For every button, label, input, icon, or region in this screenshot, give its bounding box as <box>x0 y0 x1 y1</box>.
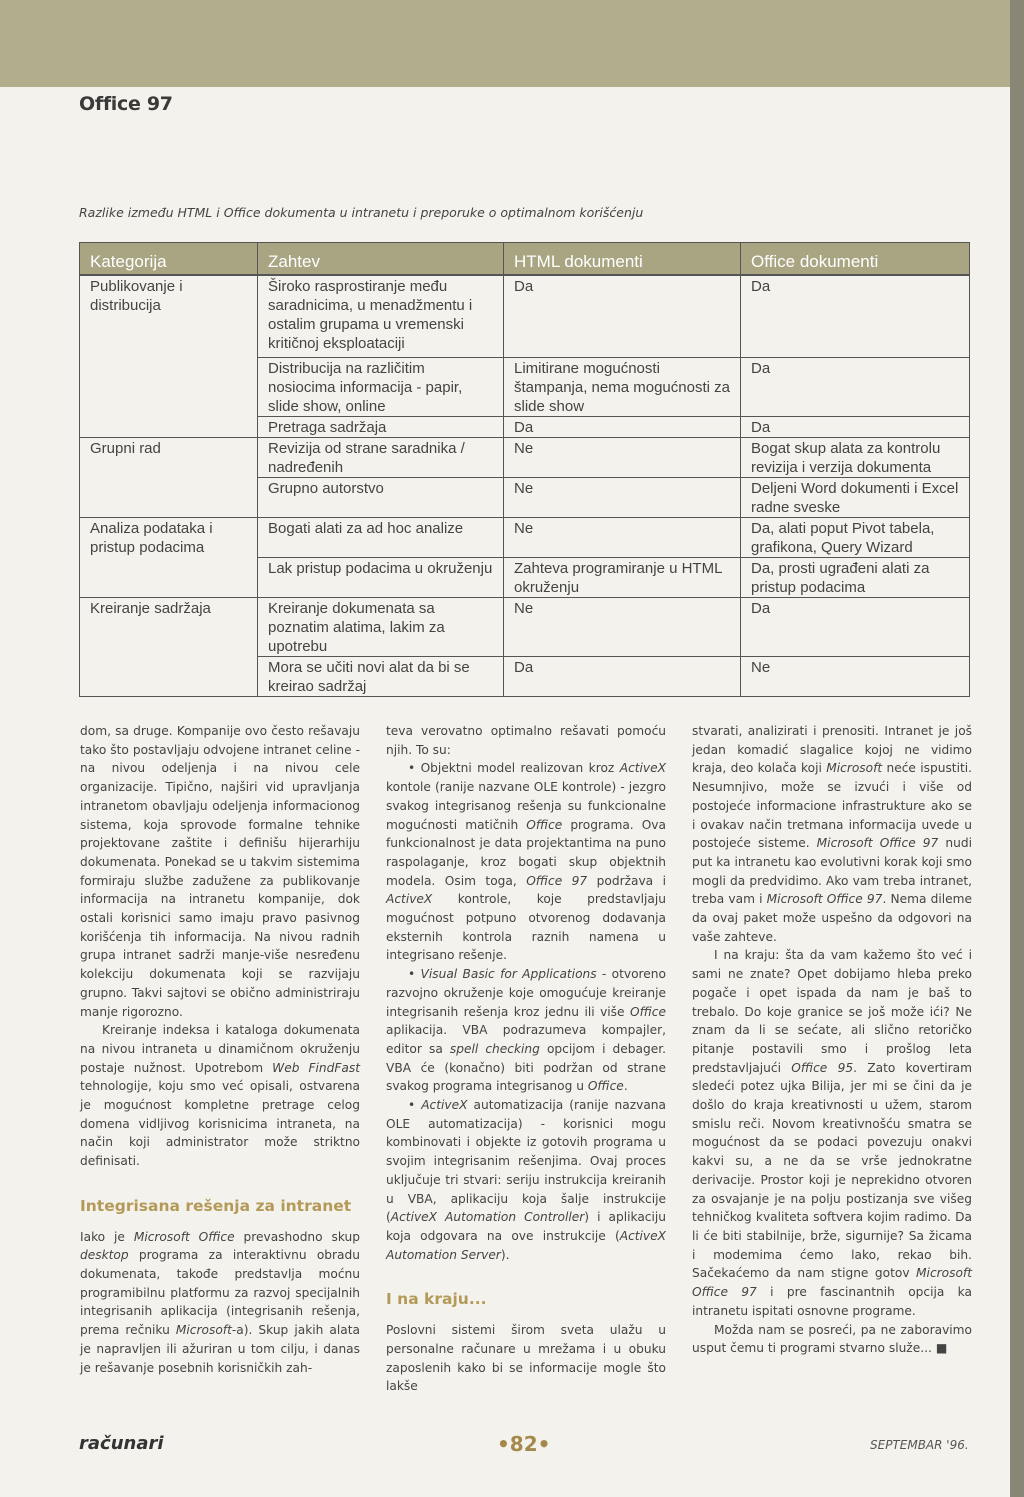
table-row <box>80 656 970 696</box>
table-row <box>80 517 970 557</box>
table-cell: Ne <box>504 517 741 557</box>
table-row <box>80 437 970 477</box>
table-cell: Kreiranje dokumenata sa poznatim alatima, lakim za upotrebu <box>258 597 504 656</box>
table-cell: Publikovanje i distribucija <box>80 275 258 357</box>
table-cell: Da <box>504 275 741 357</box>
table-row <box>80 416 970 437</box>
table-cell: Da <box>741 597 970 656</box>
table-cell: Mora se učiti novi alat da bi se kreirao sadržaj <box>258 656 504 696</box>
paragraph: teva verovatno optimalno rešavati pomoću njih. To su: <box>386 724 666 757</box>
table-cell: Da <box>741 416 970 437</box>
table-cell: Distribucija na različitim nosiocima informacija - papir, slide show, online <box>258 357 504 416</box>
table-cell: Ne <box>504 437 741 477</box>
bullet-item: • Visual Basic for Applications - otvoreno razvojno okruženje koje omogućuje kreiranje integrisanih rešenja kroz jednu ili više Office aplikacija. VBA podrazumeva kompajler, editor sa spell checking opcijom i debager. VBA će (konačno) biti podržan od strane svakog programa integrisanog u Office. <box>386 967 666 1094</box>
article-column-1 <box>80 722 360 1377</box>
table-cell: Analiza podataka i pristup podacima <box>80 517 258 557</box>
table-row <box>80 597 970 656</box>
paragraph: Možda nam se posreći, pa ne zaboravimo usput čemu ti programi stvarno služe... ■ <box>692 1322 972 1356</box>
table-cell: Lak pristup podacima u okruženju <box>258 557 504 597</box>
table-cell: Limitirane mogućnosti štampanja, nema mogućnosti za slide show <box>504 357 741 416</box>
table-cell: Da <box>741 357 970 416</box>
table-cell: Deljeni Word dokumenti i Excel radne sveske <box>741 477 970 517</box>
section-title: Office 97 <box>79 93 173 115</box>
article-column-2 <box>386 722 666 1396</box>
table-cell: Bogat skup alata za kontrolu revizija i verzija dokumenta <box>741 437 970 477</box>
table-cell: Grupno autorstvo <box>258 477 504 517</box>
table-cell: Ne <box>741 656 970 696</box>
column-header-zahtev: Zahtev <box>258 243 504 276</box>
table-cell: Da <box>504 656 741 696</box>
paragraph: Kreiranje indeksa i kataloga dokumenata na nivou intraneta u dinamičnom okruženju postaje nužnost. Upotrebom Web FindFast tehnologije, koju smo već opisali, ostvarena je mogućnost kompletne pretrage celog domena vidljivog korisnicima intraneta, na način koji administrator može striktno definisati. <box>80 1023 360 1169</box>
table-cell: Da <box>741 275 970 357</box>
table-caption: Razlike između HTML i Office dokumenta u intranetu i preporuke o optimalnom korišćenju <box>79 205 644 220</box>
table-cell: Da <box>504 416 741 437</box>
subheading: Integrisana rešenja za intranet <box>80 1196 352 1215</box>
column-header-html: HTML dokumenti <box>504 243 741 276</box>
page-number: •82• <box>497 1432 551 1456</box>
table-cell <box>80 656 258 696</box>
paragraph: dom, sa druge. Kompanije ovo često rešavaju tako što postavljaju odvojene intranet celine - na nivou odeljenja i na nivou cele organizacije. Tipično, najširi vid upravljanja intranetom obavljaju odeljenja informacionog sistema, koja sprovode formalne tehnike projektovane zaštite i definišu hijerarhiju dokumenata. Ponekad se u takvim sistemima formiraju službe zadužene za publikovanje informacija na intranetu kompanije, dok ostali korisnici samo imaju pravo pasivnog korišćenja tih informacija. Na nivou radnih grupa intranet sadrži manje-više nesređenu kolekciju dokumenata koji se razvijaju grupno. Takvi sajtovi se obično administriraju manje rigorozno. <box>80 724 360 1019</box>
table-cell <box>80 357 258 416</box>
table-cell: Široko rasprostiranje među saradnicima, u menadžmentu i ostalim grupama u vremenski kritičnoj eksploataciji <box>258 275 504 357</box>
table-cell: Revizija od strane saradnika / nadređenih <box>258 437 504 477</box>
paragraph: I na kraju: šta da vam kažemo što već i sami ne znate? Opet dobijamo hleba preko pogače i opet ispada da nam je baš to trebalo. Do koje granice se još može ići? Ne znam da li se sećate, ali slično retoričko pitanje postavili smo i prošlog leta predstavljajući Office 95. Zato kovertiram sledeći potez ujka Bilija, jer mi se čini da je došlo do kraja kreativnosti u užem, starom smislu reči. Novom kreativnošću smatra se mogućnost da se podaci povezuju onakvi kakvi su, a ne da se vrše jednokratne derivacije. Prostor koji je neprekidno otvoren za osvajanje je na polju postizanja sve višeg tehničkog kvaliteta softvera kojim radimo. Da li će biti stabilnije, brže, sigurnije? Sa žicama i modemima ćemo lako, rekao bih. Sačekaćemo da nam stigne gotov Microsoft Office 97 i pre fascinantnih opcija ka intranetu ispitati osnovne programe. <box>692 948 972 1318</box>
table-cell: Da, alati poput Pivot tabela, grafikona, Query Wizard <box>741 517 970 557</box>
table-cell <box>80 557 258 597</box>
table-cell: Kreiranje sadržaja <box>80 597 258 656</box>
paragraph: Poslovni sistemi širom sveta ulažu u personalne računare u mrežama i u obuku zaposlenih kako bi se informacije mogle što lakše <box>386 1323 666 1394</box>
bullet-item: • Objektni model realizovan kroz ActiveX kontole (ranije nazvane OLE kontrole) - jezgro svakog integrisanog rešenja su funkcionalne mogućnosti matičnih Office programa. Ova funkcionalnost je data projektantima na puno raspolaganje, kroz bogati skup objektnih modela. Osim toga, Office 97 podržava i ActiveX kontrole, koje predstavljaju mogućnost potpuno otvorenog dodavanja eksternih kontrola raznih namena u integrisano rešenje. <box>386 761 666 963</box>
paragraph: stvarati, analizirati i prenositi. Intranet je još jedan komadić slagalice kojoj ne vidimo kraja, deo kolača koji Microsoft neće ispustiti. Nesumnjivo, može se izvući i više od postojeće informacione infrastrukture ako se i ovakav način tretmana informacija uvede u postojeće sisteme. Microsoft Office 97 nudi put ka intranetu kao evolutivni korak koji smo mogli da predvidimo. Ako vam treba intranet, treba vam i Microsoft Office 97. Nema dileme da ovaj paket može uspešno da odgovori na vaše zahteve. <box>692 724 972 944</box>
table-cell: Ne <box>504 597 741 656</box>
table-cell: Da, prosti ugrađeni alati za pristup podacima <box>741 557 970 597</box>
article-column-3 <box>692 722 972 1358</box>
subheading: I na kraju... <box>386 1290 487 1309</box>
table-row <box>80 357 970 416</box>
table-cell: Bogati alati za ad hoc analize <box>258 517 504 557</box>
table-header-row <box>80 243 970 276</box>
magazine-logo: računari <box>79 1433 164 1454</box>
table-cell <box>80 416 258 437</box>
table-row <box>80 477 970 517</box>
column-header-kategorija: Kategorija <box>80 243 258 276</box>
table-row <box>80 275 970 357</box>
page-edge <box>1010 0 1024 1497</box>
paragraph: Iako je Microsoft Office prevashodno skup desktop programa za interaktivnu obradu dokumenata, takođe predstavlja moćnu programibilnu platformu za razvoj specijalnih integrisanih aplikacija (integrisanih rešenja, prema rečniku Microsoft-a). Skup jakih alata je napravljen ili ažuriran u tom cilju, i danas je rešavanje posebnih korisničkih zah- <box>80 1229 361 1375</box>
table-cell: Zahteva programiranje u HTML okruženju <box>504 557 741 597</box>
issue-date: SEPTEMBAR '96. <box>870 1438 969 1452</box>
column-header-office: Office dokumenti <box>741 243 970 276</box>
table-cell: Pretraga sadržaja <box>258 416 504 437</box>
table-cell: Grupni rad <box>80 437 258 477</box>
top-color-band <box>0 0 1010 87</box>
comparison-table <box>79 242 970 697</box>
table-cell <box>80 477 258 517</box>
table-cell: Ne <box>504 477 741 517</box>
bullet-item: • ActiveX automatizacija (ranije nazvana OLE automatizacija) - korisnici mogu kombinovati i objekte iz gotovih programa u svojim integrisanim rešenjima. Ovaj proces uključuje tri stvari: seriju instrukcija kreiranih u VBA, aplikaciju koja šalje instrukcije (ActiveX Automation Controller) i aplikaciju koja odgovara na ove instrukcije (ActiveX Automation Server). <box>386 1098 666 1262</box>
table-row <box>80 557 970 597</box>
